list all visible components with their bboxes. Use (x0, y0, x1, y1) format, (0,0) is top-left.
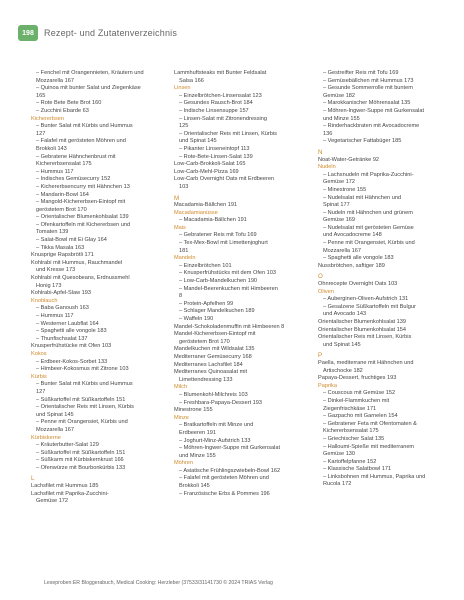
index-entry: – Orientalischer Reis mit Linsen, Kürbis (179, 130, 277, 137)
index-entry: und Spinat 145 (179, 138, 217, 145)
index-entry: – Spaghetti alle vongole 183 (36, 328, 107, 335)
index-entry: – Nudelsalat mit gerösteten Gemüse (323, 224, 414, 231)
index-entry: und Minze 155 (323, 115, 360, 122)
index-entry: – Ofenkartoffeln mit Kichererbsen und (36, 221, 131, 228)
index-entry: – Falafel mit gerösteten Möhren und (179, 475, 269, 482)
index-subheading: Milch (174, 384, 188, 391)
index-entry: Lammhuftsteaks mit Bunter Feldsalat (174, 70, 267, 76)
index-entry: 8 (179, 293, 183, 300)
index-letter-heading: M (174, 194, 180, 202)
index-entry: Mandel-Schokoladenmuffin mit Himbeeren 8 (174, 323, 285, 330)
index-entry: – Möhren-Ingwer-Suppe mit Gurkensalat (179, 445, 281, 452)
index-entry: – Gebratene Hähnchenbrust mit (36, 153, 116, 160)
index-entry: Kohlrabi-Apfel-Slaw 193 (31, 290, 92, 297)
index-entry: – Mandarin-Bowl 164 (36, 191, 89, 198)
index-entry: Spinat 177 (323, 202, 350, 209)
index-entry: Kichererbsensalat 175 (323, 428, 379, 435)
index-entry: und Spinat 145 (323, 341, 361, 348)
index-entry: – Tikka Masala 163 (36, 244, 85, 251)
index-entry: – Einzelbrötchen 101 (179, 262, 232, 269)
index-entry: – Bunter Salat mit Kürbis und Hummus (36, 381, 133, 388)
index-entry: – Gebratener Reis mit Tofu 169 (179, 232, 257, 239)
index-entry: 127 (36, 388, 46, 395)
index-entry: – Nudeln mit Hähnchen und grünem (323, 209, 413, 216)
index-entry: – Indische Linsensuppe 157 (179, 107, 249, 114)
index-subheading: Kürbiskerne (31, 434, 61, 441)
index-entry: geröstetem Brot 170 (36, 206, 87, 213)
index-subheading: Oliven (318, 288, 334, 295)
index-entry: Tomaten 139 (36, 229, 69, 236)
index-entry: – Pikanter Linseneintopf 113 (179, 145, 250, 152)
index-entry: Nussbrötchen, saftiger 189 (318, 262, 385, 269)
index-entry: Mediterraner Gemüsecurry 168 (174, 353, 252, 360)
index-entry: – Erdbeer-Kokos-Sorbet 133 (36, 358, 108, 365)
index-subheading: Knoblauch (31, 297, 58, 304)
index-entry: Orientalischer Reis mit Linsen, Kürbis (318, 334, 412, 341)
index-entry: – Ofenwürze mit Bourbonkürbis 133 (36, 464, 126, 471)
index-entry: Orientalischer Blumenkohlsalat 154 (318, 326, 406, 333)
index-entry: – Mangold-Kichererbsen-Eintopf mit (36, 199, 126, 206)
index-entry: Kohlrabi mit Hummus, Rauchmandel (31, 259, 123, 266)
index-entry: Orientalischer Blumenkohlsalat 139 (318, 319, 406, 325)
page-number-badge: 198 (18, 25, 38, 41)
index-entry: Brokkoli 145 (179, 483, 210, 490)
index-letter-heading: P (318, 352, 323, 360)
index-entry: Mozzarella 167 (36, 426, 74, 433)
index-entry: – Low-Carb-Mandelkuchen 190 (179, 278, 258, 285)
index-entry: Mediterranes Lachsfilet 184 (174, 361, 243, 368)
index-entry: – Dinkel-Flammkuchen mit (323, 397, 390, 404)
index-entry: – Gesunde Sommerrolle mit buntem (323, 85, 413, 92)
index-entry: Mediterranes Quinoasalat mit (174, 369, 248, 376)
index-entry: Noat-Water-Getränke 92 (318, 156, 380, 163)
index-entry: und Spinat 145 (36, 411, 74, 418)
index-entry: – Spaghetti alle vongole 183 (323, 255, 394, 262)
index-column-1 (31, 70, 156, 506)
index-entry: Gemüse 172 (323, 179, 356, 186)
index-entry: – Gazpacho mit Garnelen 154 (323, 413, 398, 420)
index-entry: 165 (36, 92, 46, 99)
index-subheading: Linsen (174, 85, 191, 92)
index-entry: – Vegetarischer Fattabüger 185 (323, 138, 402, 145)
index-entry: – Rinderhackbraten mit Avocadocreme (323, 123, 420, 130)
index-entry: – Mandel-Beerenkuchen mit Himbeeren (179, 285, 278, 292)
index-entry: Minestrone 155 (174, 407, 213, 414)
index-entry: Low-Carb Overnight Oats mit Erdbeeren (174, 176, 275, 183)
index-entry: – Minestrone 155 (323, 186, 367, 193)
index-entry: – Fenchel mit Orangennieten, Kräutern und (36, 70, 144, 76)
index-entry: – Marokkanischer Möhrensalat 135 (323, 100, 411, 107)
index-entry: – Süßkartoffel mit Süßkartoffeln 151 (36, 449, 126, 456)
index-entry: Kichererbsensalat 175 (36, 161, 92, 168)
index-subheading: Mais (174, 224, 186, 231)
index-entry: – Macadamia-Bällchen 191 (179, 217, 247, 224)
index-entry: – Penne mit Orangensiet, Kürbis und (36, 419, 128, 426)
index-column-3 (318, 70, 445, 489)
index-entry: – Joghurt-Minz-Aufstrich 133 (179, 437, 251, 444)
index-entry: – Baba Ganoush 163 (36, 305, 89, 312)
index-entry: Kohlrabi mit Quesobeans, Erdnussmehl (31, 275, 130, 282)
index-entry: Erdbeeren 191 (179, 429, 217, 436)
index-column-2 (174, 70, 299, 498)
index-entry: Paella, mediterrane mit Hähnchen und (318, 359, 414, 366)
index-entry: 181 (179, 247, 189, 254)
index-entry: und Kresse 173 (36, 267, 76, 274)
index-entry: – Einzelbrötchen-Linsensalat 123 (179, 92, 262, 99)
index-entry: Mozzarella 167 (323, 247, 361, 254)
index-entry: Gemüse 172 (36, 498, 69, 505)
index-letter-heading: O (318, 273, 323, 281)
index-entry: – Französische Erbs & Pommes 196 (179, 490, 270, 497)
index-entry: – Salat-Bowl mit Ei Glay 164 (36, 237, 107, 244)
index-entry: – Hummus 117 (36, 168, 74, 175)
index-entry: 136 (323, 130, 333, 137)
index-entry: – Kichererbsencurry mit Hähnchen 13 (36, 183, 130, 190)
index-entry: Limettendressing 133 (179, 376, 233, 383)
index-entry: – Quinoa mit bunter Salat und Ziegenkäse (36, 85, 141, 92)
index-subheading: Mandeln (174, 255, 196, 262)
index-entry: – Gesalzene Süßkartoffeln mit Bulgur (323, 303, 416, 310)
index-entry: – Kräuterbutter-Salat 129 (36, 442, 99, 449)
index-entry: – Tex-Mex-Bowl mit Limettenjoghurt (179, 240, 268, 247)
index-entry: – Gemüsebällchen mit Hummus 173 (323, 77, 414, 84)
index-entry: – Zucchini Ebarde 63 (36, 107, 89, 114)
index-entry: – Orientalischer Reis mit Linsen, Kürbis (36, 404, 134, 411)
index-subheading: Möhren (174, 460, 193, 467)
index-entry: – Lachsnudeln mit Paprika-Zucchini- (323, 171, 414, 178)
index-entry: – Möhren-Ingwer-Suppe mit Gurkensalat (323, 107, 425, 114)
index-entry: – Himbeer-Kokosmus mit Zitrone 103 (36, 366, 129, 373)
index-entry: – Protein-Apfelhen 99 (179, 300, 234, 307)
index-entry: Brokkoli 143 (36, 145, 67, 152)
index-entry: – Halloumi-Spieße mit mediterranem (323, 443, 415, 450)
index-entry: – Schlager Mandelkuchen 189 (179, 308, 255, 315)
index-entry: und Minze 155 (179, 452, 216, 459)
index-entry: – Blumenkohl-Milchreis 103 (179, 391, 248, 398)
index-subheading: Kürbis (31, 373, 47, 380)
index-entry: – Auberginen-Oliven-Aufstrich 131 (323, 296, 409, 303)
index-entry: – Hummus 117 (36, 313, 74, 319)
index-subheading: Minze (174, 414, 189, 421)
page-footer: Leseproben:ER Bloggerabuch, Medical Cooking: Herzleber (37533/31141730 © 2024 TRIAS Verlag (44, 580, 273, 586)
index-entry: – Gesundes Rausch-Brot 184 (179, 100, 253, 107)
index-entry: 125 (179, 123, 189, 130)
index-entry: – Orientalischer Blumenkohlsalat 139 (36, 214, 129, 221)
index-entry: – Nudelsalat mit Hähnchen und (323, 194, 402, 201)
index-subheading: Kichererbsen (31, 115, 64, 122)
index-subheading: Kokos (31, 350, 47, 357)
index-entry: und Avocadocreme 148 (323, 232, 382, 239)
index-entry: Mandelkuchen mit Wildsalat 135 (174, 346, 255, 353)
index-entry: und Avocado 143 (323, 311, 367, 318)
index-entry: – Asiatische Frühlingszwiebeln-Bowl 162 (179, 467, 281, 474)
index-entry: Mandel-Kichererbsen-Eintopf mit (174, 331, 256, 338)
index-entry: Gemüse 182 (323, 92, 356, 99)
index-entry: Artischocke 182 (323, 367, 363, 374)
index-entry: – Linksbohnen mit Hummus, Paprika und (323, 473, 426, 480)
index-entry: – Freshbara-Papaya-Dessert 193 (179, 399, 263, 406)
index-entry: Knusprige Rapsbrötli 171 (31, 252, 94, 259)
index-entry: Gemüse 169 (323, 217, 356, 224)
index-entry: – Westerner Laubflat 164 (36, 320, 99, 327)
index-letter-heading: L (31, 475, 35, 483)
index-entry: Honig 173 (36, 282, 62, 289)
index-entry: – Gebratener Feta mit Ofentomaten & (323, 420, 417, 427)
index-entry: – Falafel mit gerösteten Möhren und (36, 138, 126, 145)
index-entry: Low-Carb-Mehl-Pizza 169 (174, 168, 239, 175)
index-entry: – Couscous mit Gemüse 152 (323, 390, 396, 397)
index-entry: Lachsfilet mit Paprika-Zucchini- (31, 490, 109, 497)
index-entry: Ohnrecepte Overnight Oats 103 (318, 281, 398, 288)
index-entry: 127 (36, 130, 46, 137)
index-entry: – Rote-Bete-Linsen-Salat 139 (179, 153, 253, 160)
index-entry: Gemüse 130 (323, 451, 356, 458)
index-entry: – Penne mit Orangensiet, Kürbis und (323, 240, 415, 247)
index-entry: 103 (179, 183, 189, 190)
index-subheading: Paprika (318, 382, 337, 389)
index-entry: – Rote Bete Bete Brot 160 (36, 100, 102, 107)
index-entry: Macadamia-Bällchen 191 (174, 202, 238, 209)
index-entry: – Klassische Salatbowl 171 (323, 466, 392, 473)
index-entry: – Kartoffelpfanne 152 (323, 458, 377, 465)
index-entry: – Griechischer Salat 135 (323, 435, 385, 442)
index-entry: Knusperfrühstücke mit Ofen 103 (31, 343, 112, 350)
index-entry: – Bunter Salat mit Kürbis und Hummus (36, 123, 133, 130)
index-entry: Salsa 166 (179, 77, 204, 84)
index-letter-heading: N (318, 148, 323, 156)
index-entry: – Waffeln 190 (179, 316, 214, 322)
index-entry: – Indisches Gemüsecurry 152 (36, 176, 111, 183)
index-entry: Mozzarella 167 (36, 77, 74, 84)
index-entry: Papaya-Dessert, fruchtiges 193 (318, 375, 397, 382)
page-header-title: Rezept- und Zutatenverzeichnis (44, 28, 178, 38)
index-entry: – Bratkartoffeln mit Minze und (179, 422, 254, 429)
index-entry: – Süßkarm mit Kürbiskernkrust 166 (36, 457, 124, 464)
index-entry: – Knusperfrühstücks mit dem Ofen 103 (179, 270, 277, 277)
index-entry: Ziegenfrischkäse 171 (323, 405, 377, 412)
index-entry: – Linsen-Salat mit Zitronendressing (179, 115, 267, 122)
index-subheading: Nudeln (318, 164, 336, 171)
index-entry: Lachsfilet mit Hummus 185 (31, 483, 99, 490)
index-subheading: Macadamianüsse (174, 209, 218, 216)
index-entry: Rucola 172 (323, 481, 352, 488)
index-entry: geröstetem Brot 170 (179, 338, 230, 345)
index-entry: – Thunfischsalat 137 (36, 335, 88, 342)
index-entry: – Gestreifter Reis mit Tofu 169 (323, 70, 399, 76)
index-entry: Low-Carb-Brokkoli-Salat 165 (174, 161, 246, 168)
index-entry: – Süßkartoffel mit Süßkartoffeln 151 (36, 396, 126, 403)
